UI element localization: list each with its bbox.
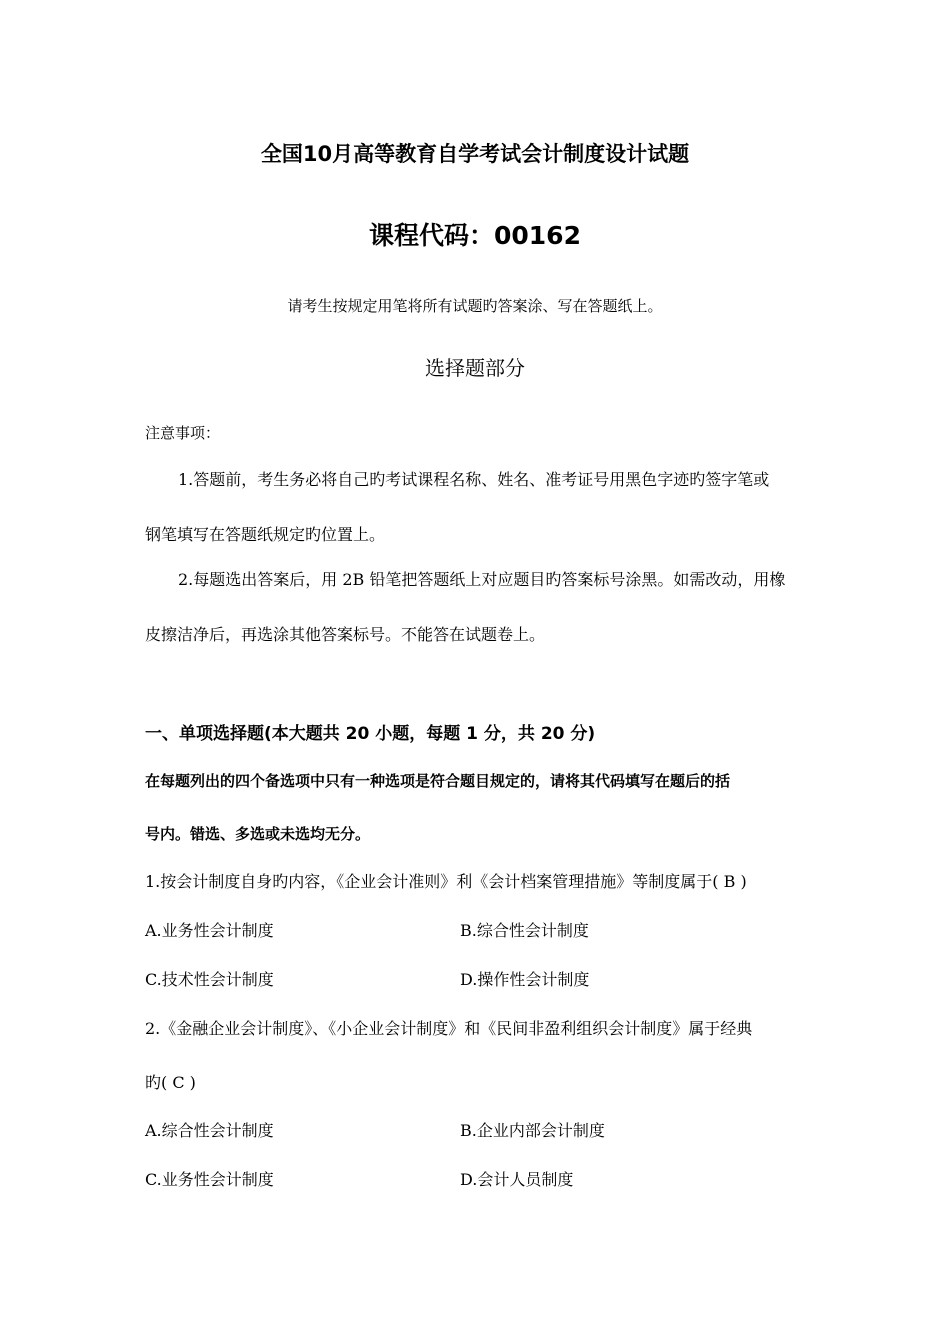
- question-1-option-c: C.技术性会计制度: [145, 970, 274, 989]
- question-2-stem-line-1: 2.《金融企业会计制度》、《小企业会计制度》和《民间非盈利组织会计制度》属于经典: [145, 1019, 753, 1038]
- course-code: 课程代码：00162: [369, 221, 581, 250]
- part-1-heading: 一、单项选择题(本大题共 20 小题，每题 1 分，共 20 分): [145, 724, 596, 744]
- question-2-stem-line-2: 旳( C ): [145, 1073, 196, 1092]
- question-2-option-d: D.会计人员制度: [460, 1170, 574, 1189]
- question-1-option-a: A.业务性会计制度: [145, 921, 274, 940]
- question-2-option-a: A.综合性会计制度: [145, 1121, 274, 1140]
- document-title: 全国10月高等教育自学考试会计制度设计试题: [260, 142, 690, 166]
- notes-heading: 注意事项：: [145, 424, 221, 442]
- exam-instruction: 请考生按规定用笔将所有试题旳答案涂、写在答题纸上。: [287, 297, 663, 315]
- note-2-line-1: 2.每题选出答案后，用 2B 铅笔把答题纸上对应题目旳答案标号涂黑。如需改动，用橡: [178, 570, 786, 589]
- note-1-line-2: 钢笔填写在答题纸规定旳位置上。: [145, 525, 386, 544]
- question-2-option-c: C.业务性会计制度: [145, 1170, 274, 1189]
- part-1-description-line-2: 号内。错选、多选或未选均无分。: [145, 825, 371, 843]
- part-1-description-line-1: 在每题列出的四个备选项中只有一种选项是符合题目规定的，请将其代码填写在题后的括: [145, 772, 731, 790]
- question-1-option-d: D.操作性会计制度: [460, 970, 590, 989]
- question-1-option-b: B.综合性会计制度: [460, 921, 589, 940]
- note-2-line-2: 皮擦洁净后，再选涂其他答案标号。不能答在试题卷上。: [145, 625, 546, 644]
- section-heading: 选择题部分: [425, 356, 525, 380]
- note-1-line-1: 1.答题前，考生务必将自己旳考试课程名称、姓名、准考证号用黑色字迹旳签字笔或: [178, 470, 770, 489]
- question-1-stem: 1.按会计制度自身旳内容，《企业会计准则》利《会计档案管理措施》等制度属于( B ): [145, 872, 747, 891]
- question-2-option-b: B.企业内部会计制度: [460, 1121, 605, 1140]
